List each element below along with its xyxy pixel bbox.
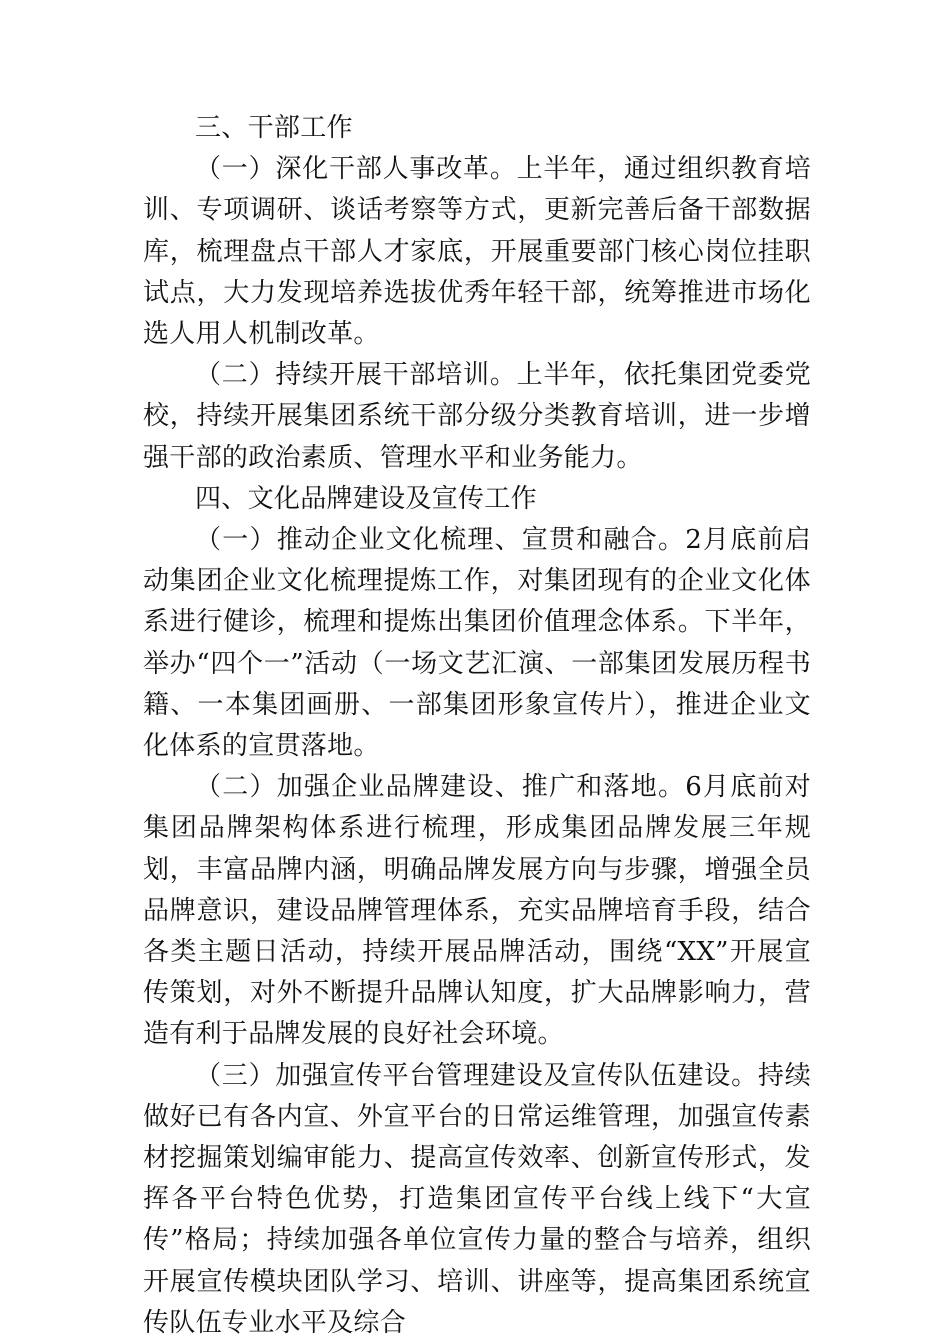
paragraph-corporate-culture: （一）推动企业文化梳理、宣贯和融合。2月底前启动集团企业文化梳理提炼工作，对集团现有的企业文化体系进行健诊，梳理和提炼出集团价值理念体系。下半年，举办“四个一”活动（一场文艺汇演、一部集团发展历程书籍、一本集团画册、一部集团形象宣传片），推进企业文化体系的宣贯落地。 [143,525,811,762]
paragraph-brand-building: （二）加强企业品牌建设、推广和落地。6月底前对集团品牌架构体系进行梳理，形成集团品牌发展三年规划，丰富品牌内涵，明确品牌发展方向与步骤，增强全员品牌意识，建设品牌管理体系，充实品牌培育手段，结合各类主题日活动，持续开展品牌活动，围绕“XX”开展宣传策划，对外不断提升品牌认知度，扩大品牌影响力，营造有利于品牌发展的良好社会环境。 [143,772,811,1050]
section-heading-culture-brand: 四、文化品牌建设及宣传工作 [195,483,537,514]
section-heading-cadre-work: 三、干部工作 [195,113,353,143]
paragraph-cadre-training: （二）持续开展干部培训。上半年，依托集团党委党校，持续开展集团系统干部分级分类教育培训，进一步增强干部的政治素质、管理水平和业务能力。 [143,360,811,473]
paragraph-publicity-platform: （三）加强宣传平台管理建设及宣传队伍建设。持续做好已有各内宣、外宣平台的日常运维管理，加强宣传素材挖掘策划编审能力、提高宣传效率、创新宣传形式，发挥各平台特色优势，打造集团宣传平台线上线下“大宣传”格局；持续加强各单位宣传力量的整合与培养，组织开展宣传模块团队学习、培训、讲座等，提高集团系统宣传队伍专业水平及综合 [143,1060,811,1338]
paragraph-cadre-reform: （一）深化干部人事改革。上半年，通过组织教育培训、专项调研、谈话考察等方式，更新完善后备干部数据库，梳理盘点干部人才家底，开展重要部门核心岗位挂职试点，大力发现培养选拔优秀年轻干部，统筹推进市场化选人用人机制改革。 [143,154,811,350]
document-page [143,108,811,1344]
